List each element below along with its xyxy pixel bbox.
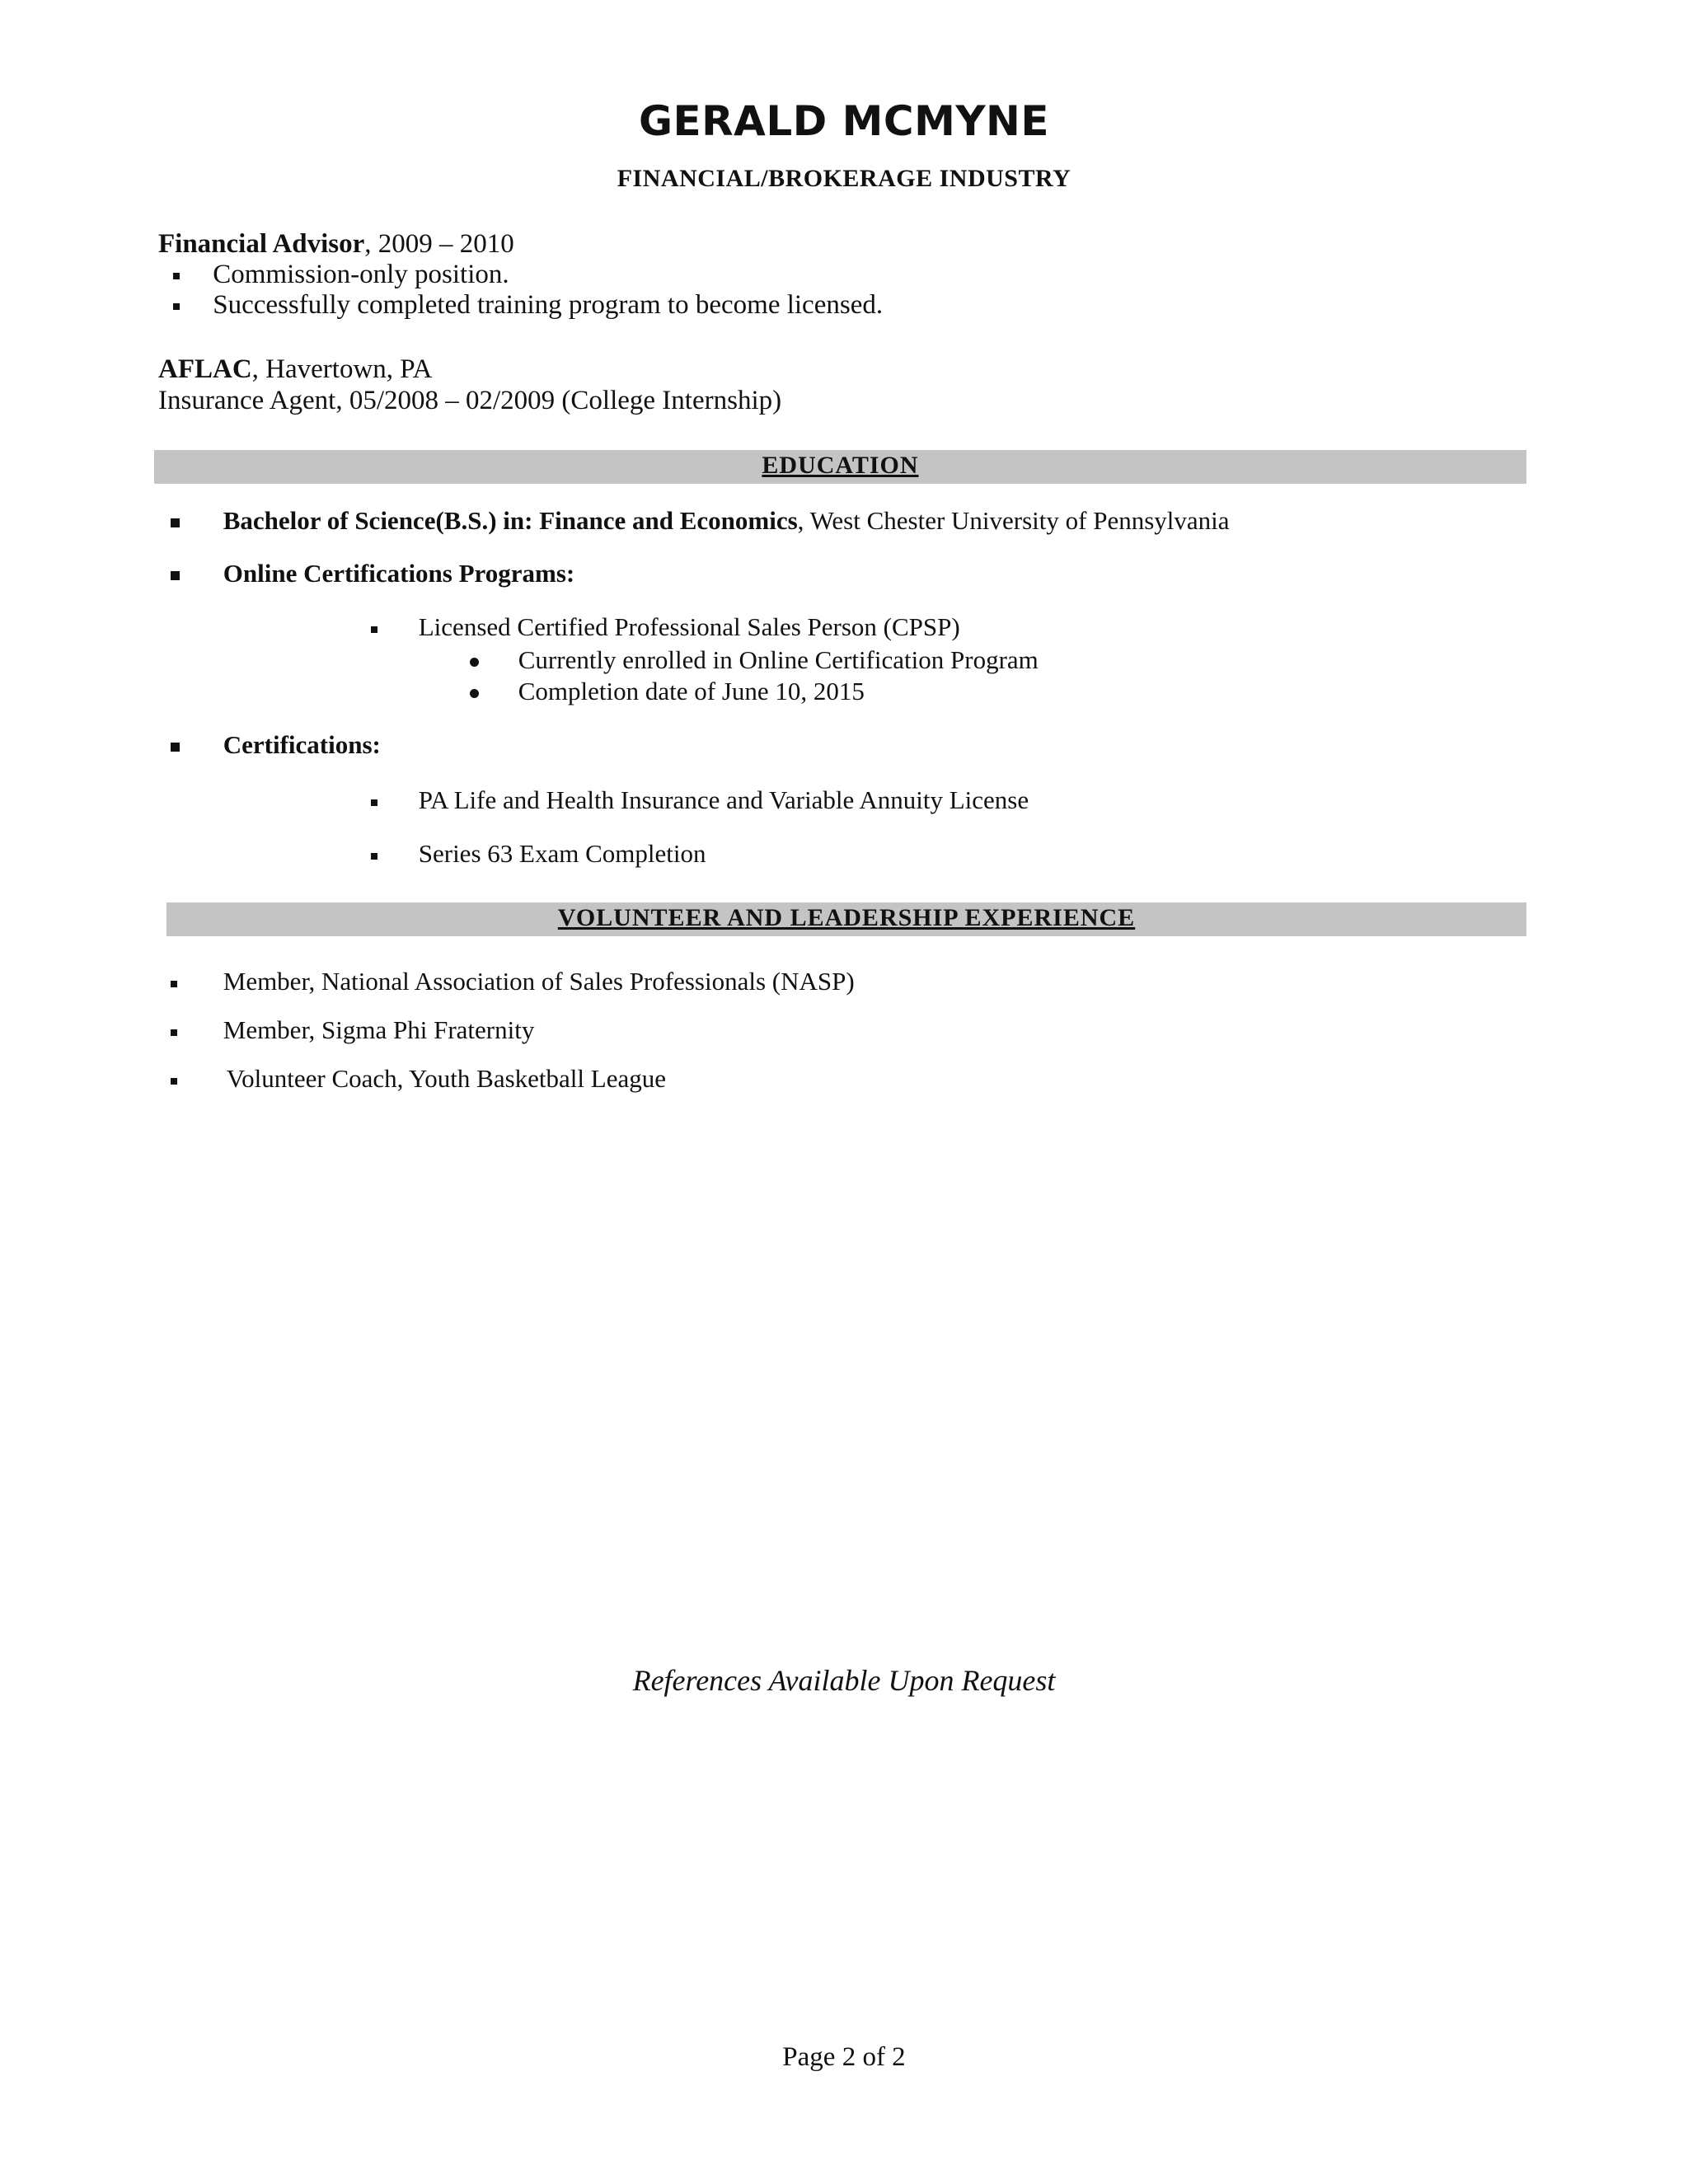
list-item: Member, National Association of Sales Professionals (NASP) [171,967,855,996]
bullet-icon [171,571,180,580]
candidate-name: GERALD MCMYNE [638,97,1050,145]
bullet-icon [470,689,479,698]
list-item: Successfully completed training program to become licensed. [173,290,883,321]
bullet-icon [171,743,180,752]
job-title: Financial Advisor [158,229,365,259]
volunteer-heading: VOLUNTEER AND LEADERSHIP EXPERIENCE [557,904,1136,931]
industry-subtitle: FINANCIAL/BROKERAGE INDUSTRY [617,165,1071,192]
company-location: , Havertown, PA [251,354,433,384]
job-title-line [158,229,514,260]
bullet-icon [171,1029,177,1036]
references-note: References Available Upon Request [632,1664,1056,1697]
list-item: Volunteer Coach, Youth Basketball League [171,1064,666,1094]
education-header-bar [154,450,1526,484]
list-item: Completion date of June 10, 2015 [470,677,865,706]
company-name: AFLAC [158,354,252,384]
certifications-label: Certifications: [223,730,381,759]
job-detail: Insurance Agent, 05/2008 – 02/2009 (College Internship) [158,386,782,415]
bullet-icon [171,518,180,527]
education-heading: EDUCATION [762,452,919,479]
volunteer-header-bar [166,902,1526,936]
bullet-icon [171,981,177,987]
bullet-icon [371,799,377,806]
list-item: PA Life and Health Insurance and Variable Annuity License [371,785,1029,815]
degree-label: Bachelor of Science(B.S.) in: Finance and Economics [223,506,798,535]
list-item [171,730,381,760]
list-item: Currently enrolled in Online Certification Program [470,645,1039,675]
bullet-icon [470,658,479,667]
page-number: Page 2 of 2 [782,2042,906,2072]
bullet-icon [173,303,180,310]
bullet-icon [371,626,377,633]
bullet-icon [173,273,180,279]
job-dates: , 2009 – 2010 [364,229,514,259]
online-programs-label: Online Certifications Programs: [223,559,575,588]
degree-school: , West Chester University of Pennsylvania [797,506,1230,535]
list-item: Series 63 Exam Completion [371,839,706,869]
bullet-icon [171,1078,177,1085]
list-item: Licensed Certified Professional Sales Person (CPSP) [371,612,960,642]
list-item: Member, Sigma Phi Fraternity [171,1015,534,1045]
company-line [158,354,432,385]
bullet-icon [371,853,377,860]
list-item [171,559,574,588]
list-item: Commission-only position. [173,260,509,290]
list-item [171,506,1230,536]
